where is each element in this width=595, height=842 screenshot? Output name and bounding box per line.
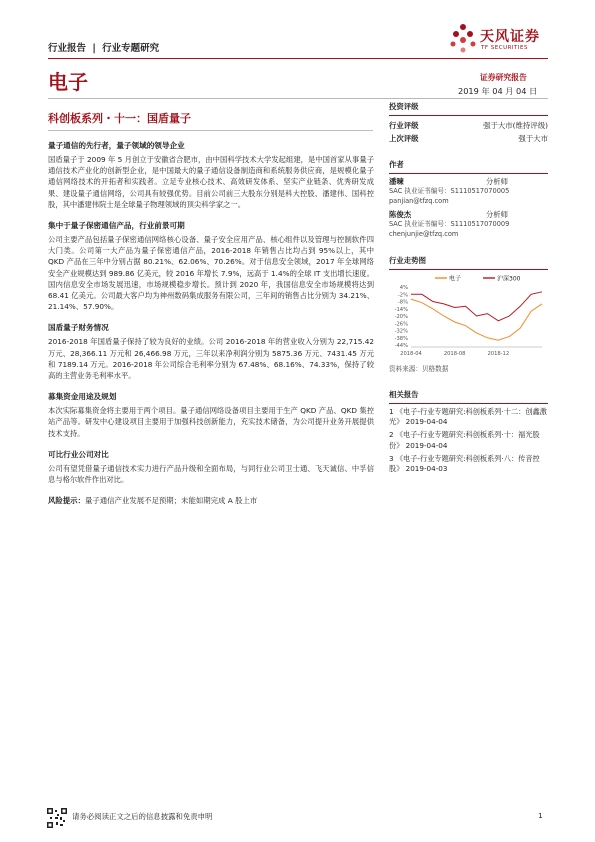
section-2 xyxy=(48,220,374,312)
author-email[interactable]: chenjunjie@tfzq.com xyxy=(389,229,459,238)
related-item[interactable]: 1 《电子-行业专题研究:科创板系列·十二：创鑫激光》 2019-04-04 xyxy=(389,406,547,427)
author-cert: SAC 执业证书编号：S1110517070009 xyxy=(389,220,510,228)
section-body: 国盾量子于 2009 年 5 月创立于安徽省合肥市，由中国科学技术大学发起组建，是中国首家从事量子通信技术产业化的创新型企业，是中国最大的量子通信设备制造商和系统服务供应商，是规模化量子通信网络技术的开拓者和实践者。立足专业核心技术、高效研发体系、坚实产业链条、优秀研发成果、建设量子通信网络，公司具有较强优势。目前公司前三大股东分别是科大控股、潘建伟、国科控股，其中潘建伟院士是全球量子物理领域的顶尖科学家之一。 xyxy=(48,155,374,209)
rating-row xyxy=(389,132,548,145)
chart-legend xyxy=(435,275,521,283)
y-tick-label: -26% xyxy=(394,321,408,328)
section-3 xyxy=(48,322,374,381)
section-body: 本次实际募集资金将主要用于两个项目。量子通信网络设备项目主要用于生产 QKD 产品、QKD 集控站产品等。研发中心建设项目主要用于加强科技创新能力，充实技术储备，为公司提升业务开展提供技术支持。 xyxy=(48,406,374,438)
y-tick-label: -32% xyxy=(394,328,408,335)
author-cert: SAC 执业证书编号：S1110517070005 xyxy=(389,187,510,195)
author-name: 陈俊杰 xyxy=(389,210,412,219)
rating-value: 强于大市 xyxy=(518,134,548,143)
section-heading: 可比行业公司对比 xyxy=(48,449,109,459)
rating-title: 投资评级 xyxy=(389,102,419,111)
qr-code-icon xyxy=(47,808,67,828)
title-rule xyxy=(48,130,373,131)
logo-en: TF SECURITIES xyxy=(481,45,528,51)
y-tick-label: -38% xyxy=(394,335,408,342)
logo-name: 天风证券 xyxy=(480,29,540,45)
author-role: 分析师 xyxy=(485,177,508,186)
y-tick-label: -8% xyxy=(397,299,408,306)
author-title: 作者 xyxy=(389,160,404,169)
legend-label: 沪深300 xyxy=(497,275,521,283)
rating-label: 行业评级 xyxy=(389,121,419,130)
report-category xyxy=(48,40,159,54)
related-item[interactable]: 3 《电子-行业专题研究:科创板系列·八：传音控股》 2019-04-03 xyxy=(389,453,540,474)
y-tick-label: -20% xyxy=(394,314,408,320)
section-4 xyxy=(48,391,374,439)
x-tick-label: 2018-08 xyxy=(443,351,466,357)
x-tick-label: 2018-04 xyxy=(400,351,422,357)
author-email[interactable]: panjian@tfzq.com xyxy=(389,196,449,205)
series-line xyxy=(411,299,542,340)
report-type: 证券研究报告 xyxy=(480,73,527,82)
related-title: 相关报告 xyxy=(389,389,419,399)
y-tick-label: -44% xyxy=(394,343,408,349)
section-body: 2016-2018 年国盾量子保持了较为良好的业绩。公司 2016-2018 年的营业收入分别为 22,715.42 万元、28,366.11 万元和 26,466.98 万元，三年以来净利润分别为 5875.36 万元、7431.45 万元和 7189.14 万元。2016-2018 年公司综合毛利率分别为 67.48%、68.16%、74.33%，保持了较高的主营业务毛利率水平。 xyxy=(48,337,374,381)
section-heading: 量子通信的先行者，量子领域的领导企业 xyxy=(48,141,185,150)
rating-rule xyxy=(389,115,548,116)
related-rule xyxy=(389,403,548,404)
section-body: 公司主要产品包括量子保密通信网络核心设备、量子安全应用产品、核心组件以及管理与控制软件四大门类。公司第一大产品为量子保密通信产品，2016-2018 年销售占比均占到 95%以上，其中 QKD 产品在三年中分别占据 80.21%、62.06%、70.26%。对于信息安全领域，2017 年全球网络安全产业规模达到 989.86 亿美元，较 2016 年增长 7.9%，远高于 1.4%的全球 IT 支出增长速度。国内信息安全市场发展迅速，市场规模稳步增长。预计到 2020 年，我国信息安全市场规模将达到 68.41 亿美元。公司最大客户均为神州数码集成服务有限公司，三年间的销售占比分别为 34.21%、21.14%、57.90%。 xyxy=(48,235,374,312)
y-tick-label: -14% xyxy=(394,306,408,313)
rating-value: 强于大市(维持评级) xyxy=(483,121,548,130)
author-name: 潘暕 xyxy=(389,177,404,186)
author-rule xyxy=(389,173,548,174)
category-separator: | xyxy=(92,43,96,54)
rating-label: 上次评级 xyxy=(389,134,419,143)
chart-source: 资料来源：贝格数据 xyxy=(389,365,449,373)
risk-label: 风险提示： xyxy=(48,496,85,506)
author-block xyxy=(389,210,548,239)
rating-row xyxy=(389,119,548,132)
footer-disclaimer: 请务必阅读正文之后的信息披露和免责申明 xyxy=(72,812,213,821)
header-rule xyxy=(48,58,548,59)
section-5 xyxy=(48,449,374,485)
report-date: 2019 年 04 月 04 日 xyxy=(458,86,538,96)
subcategory-label: 行业专题研究 xyxy=(102,43,160,54)
section-1 xyxy=(48,140,374,210)
sidebar xyxy=(389,100,548,475)
category-label: 行业报告 xyxy=(48,43,87,54)
report-title: 科创板系列・十一：国盾量子 xyxy=(48,112,191,125)
logo-mark-icon xyxy=(448,22,478,56)
chart-x-axis xyxy=(400,347,542,357)
chart-y-axis xyxy=(395,285,408,349)
qr-code xyxy=(47,808,67,828)
sector-title: 电子 xyxy=(48,70,88,94)
page-number: 1 xyxy=(538,811,543,820)
company-logo xyxy=(448,20,558,62)
risk-warning xyxy=(48,495,374,506)
series-line xyxy=(411,292,542,321)
y-tick-label: 4% xyxy=(399,285,408,291)
legend-label: 电子 xyxy=(449,275,462,283)
section-body: 公司有望凭借量子通信技术实力进行产品升级和全面布局，与同行业公司卫士通、飞天诚信、中孚信息与格尔软件作出对比。 xyxy=(48,463,374,485)
chart-series xyxy=(411,292,542,340)
author-role: 分析师 xyxy=(485,210,508,219)
main-column xyxy=(48,140,374,506)
risk-text: 量子通信产业发展不足预期；未能如期完成 A 股上市 xyxy=(84,496,258,506)
related-item[interactable]: 2 《电子-行业专题研究:科创板系列·十：福光股份》 2019-04-04 xyxy=(389,430,540,450)
trend-chart xyxy=(389,273,548,361)
x-tick-label: 2018-12 xyxy=(487,351,510,357)
chart-title: 行业走势图 xyxy=(389,256,426,265)
title-rule-top xyxy=(48,98,548,99)
section-heading: 募集资金用途及规划 xyxy=(48,392,117,402)
section-heading: 国盾量子财务情况 xyxy=(48,323,109,333)
section-heading: 集中于量子保密通信产品，行业前景可期 xyxy=(48,221,185,231)
author-block xyxy=(389,177,548,206)
chart-rule xyxy=(389,269,548,270)
y-tick-label: -2% xyxy=(397,292,408,299)
